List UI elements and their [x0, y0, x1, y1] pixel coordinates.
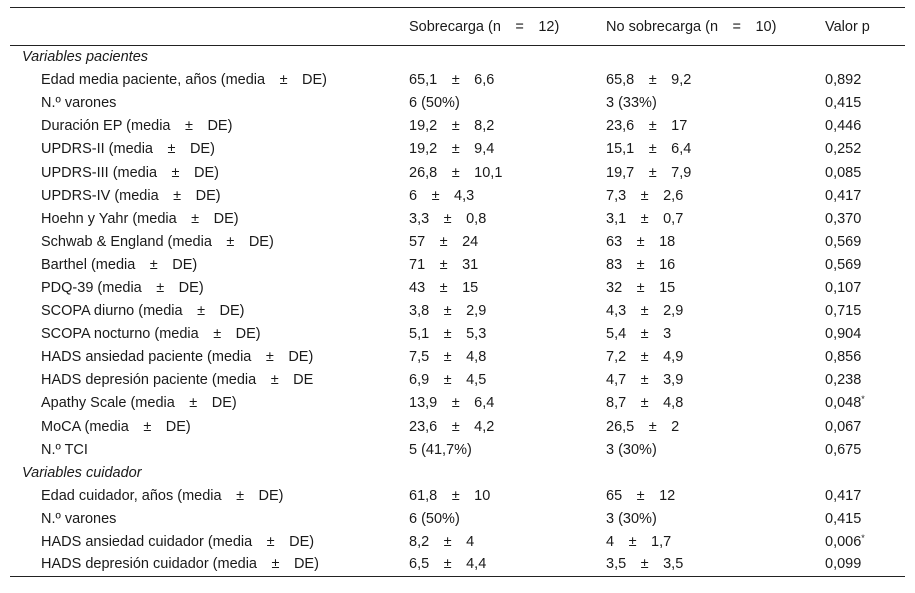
value-p-cell — [814, 300, 905, 323]
value-sobrecarga: 13,9 ± 6,4 — [409, 395, 495, 412]
value-sobrecarga: 23,6 ± 4,2 — [409, 418, 495, 435]
p-value: 0,417 — [825, 487, 862, 504]
row-label: HADS ansiedad paciente (media ± DE) — [41, 349, 314, 366]
table-row — [10, 92, 905, 115]
value-p-cell — [814, 346, 905, 369]
value-p-cell — [814, 554, 905, 577]
row-label: HADS depresión cuidador (media ± DE) — [10, 554, 398, 577]
p-value: 0,904 — [825, 326, 862, 343]
section-title: Variables cuidador — [22, 464, 142, 481]
p-value: 0,085 — [825, 164, 862, 181]
p-value: 0,099 — [825, 555, 862, 572]
row-label: Hoehn y Yahr (media ± DE) — [41, 210, 239, 227]
value-sobrecarga: 61,8 ± 10 — [409, 487, 491, 504]
value-sobrecarga: 6,9 ± 4,5 — [409, 372, 487, 389]
row-label: Duración EP (media ± DE) — [41, 118, 233, 135]
row-label: HADS ansiedad cuidador (media ± DE) — [41, 534, 315, 551]
value-no-sobrecarga: 23,6 ± 17 — [606, 118, 688, 135]
value-no-sobrecarga: 3,1 ± 0,7 — [606, 210, 684, 227]
p-value: 0,569 — [825, 233, 862, 250]
p-value: 0,856 — [825, 349, 862, 366]
value-no-sobrecarga: 3 (30%) — [606, 510, 657, 527]
comparison-table-frame — [10, 7, 905, 577]
table-row — [10, 323, 905, 346]
header-valor-p: Valor p — [814, 8, 905, 46]
p-value: 0,067 — [825, 418, 862, 435]
p-value: 0,675 — [825, 441, 862, 458]
table-row — [10, 207, 905, 230]
p-value: 0,715 — [825, 303, 862, 320]
table-row — [10, 115, 905, 138]
value-sobrecarga: 6 ± 4,3 — [409, 187, 475, 204]
row-label: HADS depresión paciente (media ± DE — [41, 372, 314, 389]
value-p-cell — [814, 138, 905, 161]
p-value: 0,415 — [825, 95, 862, 112]
p-value: 0,892 — [825, 72, 862, 89]
value-sobrecarga: 6 (50%) — [409, 95, 460, 112]
table-row — [10, 484, 905, 507]
p-value: 0,569 — [825, 256, 862, 273]
table-row — [10, 300, 905, 323]
value-p-cell — [814, 207, 905, 230]
value-sobrecarga: 3,3 ± 0,8 — [409, 210, 487, 227]
table-row — [10, 438, 905, 461]
p-value: 0,417 — [825, 187, 862, 204]
value-sobrecarga: 5 (41,7%) — [409, 441, 472, 458]
p-value: 0,006 — [825, 534, 862, 551]
value-no-sobrecarga: 26,5 ± 2 — [606, 418, 680, 435]
value-no-sobrecarga: 32 ± 15 — [606, 279, 676, 296]
row-label: PDQ-39 (media ± DE) — [41, 279, 204, 296]
value-no-sobrecarga: 15,1 ± 6,4 — [606, 141, 692, 158]
table-row — [10, 346, 905, 369]
p-value: 0,048 — [825, 395, 862, 412]
table-row — [10, 138, 905, 161]
p-value: 0,446 — [825, 118, 862, 135]
row-label: UPDRS-III (media ± DE) — [41, 164, 219, 181]
table-row — [10, 276, 905, 299]
value-no-sobrecarga: 3 (30%) — [606, 441, 657, 458]
value-sobrecarga: 19,2 ± 8,2 — [409, 118, 495, 135]
row-label: Barthel (media ± DE) — [41, 256, 198, 273]
row-label: UPDRS-II (media ± DE) — [41, 141, 215, 158]
p-value: 0,370 — [825, 210, 862, 227]
table-row — [10, 530, 905, 553]
value-p-cell — [814, 323, 905, 346]
value-p-cell — [814, 276, 905, 299]
value-sobrecarga: 65,1 ± 6,6 — [409, 72, 495, 89]
p-value: 0,238 — [825, 372, 862, 389]
value-no-sobrecarga: 4,3 ± 2,9 — [606, 303, 684, 320]
value-p-cell — [814, 507, 905, 530]
value-p-cell — [814, 184, 905, 207]
value-sobrecarga: 71 ± 31 — [409, 256, 479, 273]
value-no-sobrecarga: 65 ± 12 — [606, 487, 676, 504]
value-no-sobrecarga: 8,7 ± 4,8 — [606, 395, 684, 412]
value-sobrecarga: 6,5 ± 4,4 — [398, 554, 595, 577]
value-sobrecarga: 8,2 ± 4 — [409, 534, 475, 551]
header-row — [10, 8, 905, 46]
value-no-sobrecarga: 4 ± 1,7 — [606, 534, 672, 551]
value-p-cell — [814, 161, 905, 184]
comparison-table — [10, 7, 905, 577]
row-label: MoCA (media ± DE) — [41, 418, 191, 435]
value-p-cell — [814, 484, 905, 507]
p-value: 0,252 — [825, 141, 862, 158]
value-no-sobrecarga: 7,2 ± 4,9 — [606, 349, 684, 366]
row-label: N.º varones — [41, 510, 117, 527]
table-row — [10, 369, 905, 392]
value-sobrecarga: 43 ± 15 — [409, 279, 479, 296]
table-row — [10, 230, 905, 253]
value-p-cell — [814, 438, 905, 461]
value-no-sobrecarga: 4,7 ± 3,9 — [606, 372, 684, 389]
value-p-cell — [814, 253, 905, 276]
row-label: Schwab & England (media ± DE) — [41, 233, 274, 250]
value-no-sobrecarga: 19,7 ± 7,9 — [606, 164, 692, 181]
p-value: 0,107 — [825, 279, 862, 296]
table-row — [10, 415, 905, 438]
value-no-sobrecarga: 5,4 ± 3 — [606, 326, 672, 343]
value-p-cell — [814, 530, 905, 553]
value-p-cell — [814, 415, 905, 438]
p-value: 0,415 — [825, 510, 862, 527]
row-label: UPDRS-IV (media ± DE) — [41, 187, 221, 204]
value-sobrecarga: 7,5 ± 4,8 — [409, 349, 487, 366]
row-label: N.º varones — [41, 95, 117, 112]
section-row — [10, 46, 905, 69]
row-label: Apathy Scale (media ± DE) — [41, 395, 237, 412]
table-row — [10, 161, 905, 184]
value-no-sobrecarga: 7,3 ± 2,6 — [606, 187, 684, 204]
table-row — [10, 69, 905, 92]
value-sobrecarga: 57 ± 24 — [409, 233, 479, 250]
value-sobrecarga: 19,2 ± 9,4 — [409, 141, 495, 158]
value-p-cell — [814, 69, 905, 92]
table-body — [10, 46, 905, 577]
value-p-cell — [814, 92, 905, 115]
row-label: Edad media paciente, años (media ± DE) — [41, 72, 328, 89]
section-title: Variables pacientes — [22, 49, 149, 66]
value-sobrecarga: 26,8 ± 10,1 — [409, 164, 503, 181]
value-sobrecarga: 3,8 ± 2,9 — [409, 303, 487, 320]
table-row — [10, 253, 905, 276]
value-no-sobrecarga: 63 ± 18 — [606, 233, 676, 250]
value-p-cell — [814, 369, 905, 392]
value-no-sobrecarga: 65,8 ± 9,2 — [606, 72, 692, 89]
table-row — [10, 184, 905, 207]
table-row — [10, 392, 905, 415]
significance-mark: * — [861, 533, 865, 544]
row-label: SCOPA diurno (media ± DE) — [41, 303, 245, 320]
value-p-cell — [814, 230, 905, 253]
value-sobrecarga: 6 (50%) — [409, 510, 460, 527]
row-label: Edad cuidador, años (media ± DE) — [41, 487, 284, 504]
value-no-sobrecarga: 83 ± 16 — [606, 256, 676, 273]
header-variable — [10, 8, 398, 46]
value-sobrecarga: 5,1 ± 5,3 — [409, 326, 487, 343]
value-no-sobrecarga: 3 (33%) — [606, 95, 657, 112]
table-row — [10, 507, 905, 530]
header-no-sobrecarga: No sobrecarga (n = 10) — [595, 8, 814, 46]
table-row — [10, 554, 905, 577]
header-sobrecarga: Sobrecarga (n = 12) — [398, 8, 595, 46]
significance-mark: * — [861, 394, 865, 405]
value-p-cell — [814, 115, 905, 138]
value-p-cell — [814, 392, 905, 415]
section-row — [10, 461, 905, 484]
value-no-sobrecarga: 3,5 ± 3,5 — [595, 554, 814, 577]
row-label: N.º TCI — [41, 441, 88, 458]
row-label: SCOPA nocturno (media ± DE) — [41, 326, 261, 343]
